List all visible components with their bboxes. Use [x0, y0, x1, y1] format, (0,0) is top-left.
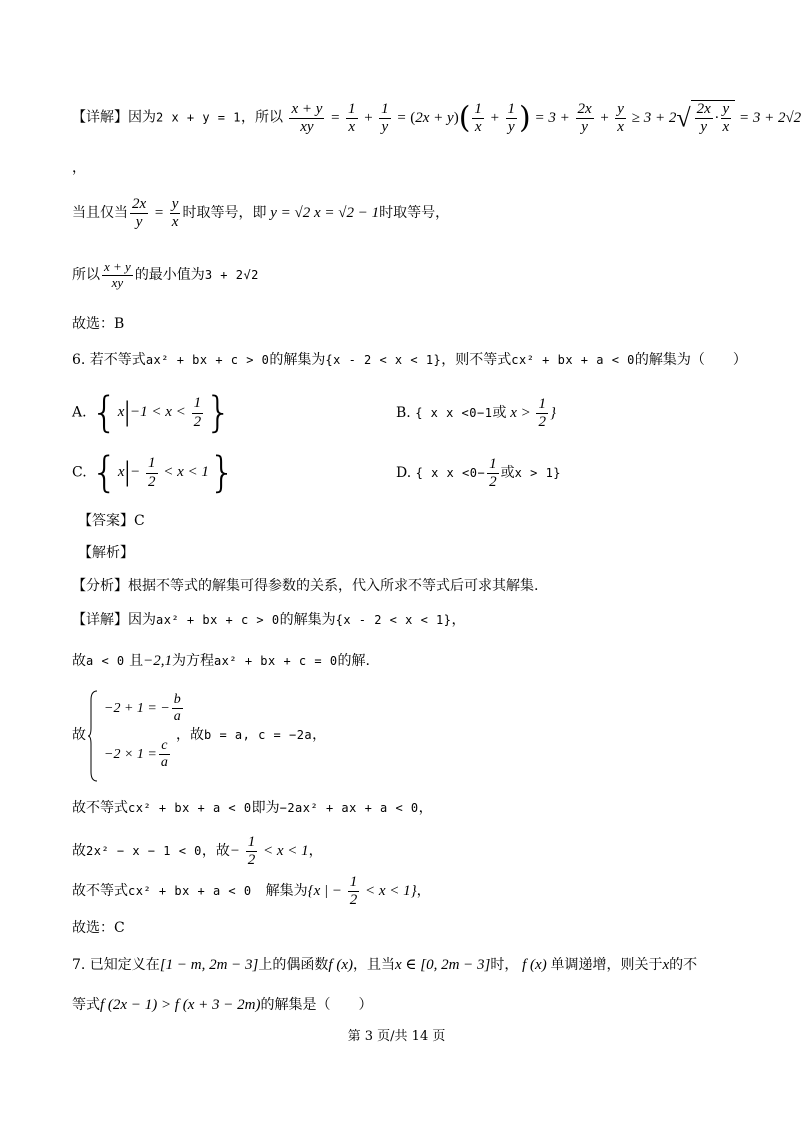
answer5: 故选：B	[72, 316, 125, 332]
detail6-line: 【详解】因为ax² + bx + c > 0的解集为{x - 2 < x < 1}，	[72, 612, 466, 628]
equality-tail: 时取等号，	[379, 205, 450, 222]
q7-line-1: 7. 已知定义在[1 − m, 2m − 3]上的偶函数f (x)，且当x ∈ [0, 2m − 3]时， f (x) 单调递增，则关于x的不	[72, 957, 698, 973]
option-c[interactable]: C. {x|− $\frac{1}{2}$ < x < 1}	[72, 448, 236, 497]
q7-line-2: 等式f (2x − 1) > f (x + 3 − 2m)的解集是（ ）	[72, 997, 373, 1013]
answer6-line: 【答案】C	[78, 513, 145, 529]
equality-mid: 时取等号，即	[182, 205, 267, 222]
fenxi-line: 【分析】根据不等式的解集可得参数的关系，代入所求不等式后可求其解集.	[72, 578, 539, 594]
system-brace-icon	[88, 690, 98, 782]
comma-line: ，	[72, 160, 86, 176]
condition: 2 x + y = 1	[156, 110, 241, 125]
answer6-choose: 故选：C	[72, 920, 125, 936]
page-footer: 第 3 页/共 14 页	[347, 1029, 446, 1044]
min-lead: 所以	[72, 266, 100, 283]
detail-line-1	[72, 100, 801, 137]
analysis-tag: 【解析】	[78, 545, 134, 561]
ineq-line-5: 故2x² − x − 1 < 0，故− $\frac{1}{2}$ < x < 1，	[72, 834, 323, 869]
ineq-line-4: 故不等式cx² + bx + a < 0即为−2ax² + ax + a < 0，	[72, 800, 433, 816]
main-formula: $\frac{x + y}{xy}$ = $\frac{1}{x}$ + $\frac{1}{y}$ = (2x + y)( $\frac{1}{x}$ + $\frac{1}{y}$ ) = 3 + $\frac{2x}{y}$ + $\frac{y}{x}$ ≥ 3 + 2√ $\frac{2x}{y}$ · $\frac{y}{x}$ = 3 + 2√2	[291, 100, 801, 136]
option-d[interactable]: D. { x x <0− $\frac{1}{2}$ 或x > 1}	[396, 456, 562, 491]
min-value: 3 + 2	[204, 267, 244, 282]
so-text: ，所以	[240, 109, 283, 126]
q6-stem: 6. 若不等式ax² + bx + c > 0的解集为{x - 2 < x < 1}，则不等式cx² + bx + a < 0的解集为（ ）	[72, 352, 747, 368]
option-a[interactable]: A. {x|−1 < x < $\frac{1}{2}$ }	[72, 388, 232, 437]
detail-lead: 因为	[128, 109, 156, 126]
min-line: 所以 $\frac{x + y}{xy}$ 的最小值为3 + 2√2	[72, 259, 259, 290]
detail-tag: 【详解】	[72, 109, 128, 126]
option-b[interactable]: B. { x x <0−1或 x > $\frac{1}{2}$ }	[396, 396, 556, 431]
equality-line: 当且仅当 $\frac{2x}{y}$ = $\frac{y}{x}$ 时取等号，即 y = √2 x = √2 − 1时取等号，	[72, 196, 450, 231]
a-neg-line: 故a < 0 且−2,1为方程ax² + bx + c = 0的解.	[72, 653, 370, 669]
equality-lead: 当且仅当	[72, 205, 128, 222]
ineq-line-6: 故不等式cx² + bx + a < 0 解集为{x | − $\frac{1}{2}$ < x < 1}，	[72, 874, 431, 909]
min-mid: 的最小值为	[134, 266, 205, 283]
